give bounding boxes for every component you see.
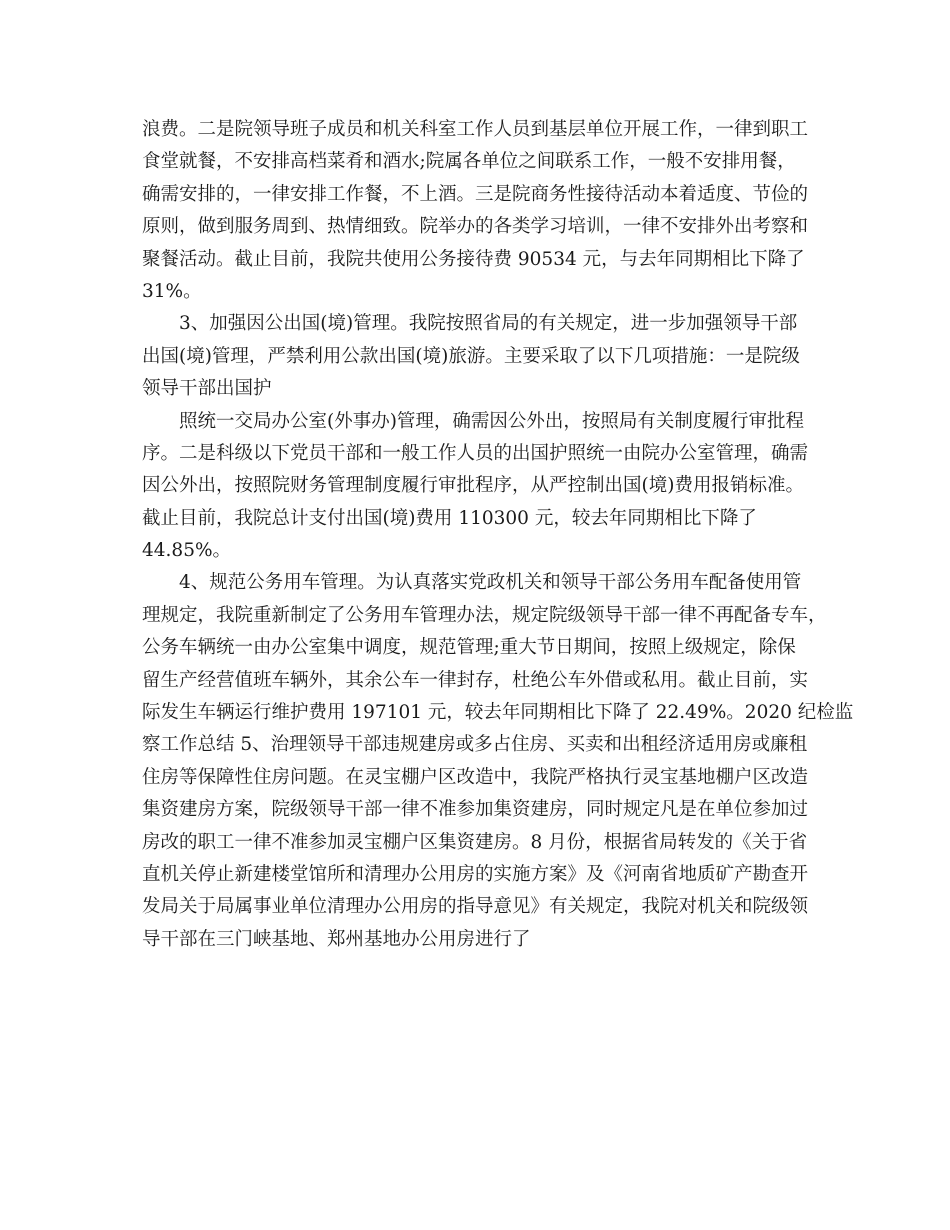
- text-line: 住房等保障性住房问题。在灵宝棚户区改造中，我院严格执行灵宝基地棚户区改造: [142, 766, 809, 788]
- text-line: 31%。: [142, 280, 202, 302]
- text-line: 照统一交局办公室(外事办)管理，确需因公外出，按照局有关制度履行审批程: [179, 410, 804, 432]
- text-line: 截止目前，我院总计支付出国(境)费用 110300 元，较去年同期相比下降了: [142, 507, 757, 529]
- text-line: 3、加强因公出国(境)管理。我院按照省局的有关规定，进一步加强领导干部: [179, 313, 798, 335]
- text-line: 留生产经营值班车辆外，其余公车一律封存，杜绝公车外借或私用。截止目前，实: [142, 669, 809, 691]
- text-line: 出国(境)管理，严禁利用公款出国(境)旅游。主要采取了以下几项措施：一是院级: [142, 345, 800, 367]
- text-line: 聚餐活动。截止目前，我院共使用公务接待费 90534 元，与去年同期相比下降了: [142, 248, 805, 270]
- text-line: 理规定，我院重新制定了公务用车管理办法，规定院级领导干部一律不再配备专车，: [142, 604, 827, 626]
- text-line: 食堂就餐，不安排高档菜肴和酒水;院属各单位之间联系工作，一般不安排用餐，: [142, 151, 796, 173]
- text-line: 4、规范公务用车管理。为认真落实党政机关和领导干部公务用车配备使用管: [179, 572, 802, 594]
- text-line: 领导干部出国护: [142, 378, 272, 400]
- text-line: 导干部在三门峡基地、郑州基地办公用房进行了: [142, 928, 531, 950]
- body-text: [142, 114, 854, 956]
- text-line: 44.85%。: [142, 540, 232, 562]
- text-line: 浪费。二是院领导班子成员和机关科室工作人员到基层单位开展工作，一律到职工: [142, 119, 809, 140]
- text-line: 原则，做到服务周到、热情细致。院举办的各类学习培训，一律不安排外出考察和: [142, 216, 809, 238]
- text-line: 际发生车辆运行维护费用 197101 元，较去年同期相比下降了 22.49%。2020 纪检监: [142, 702, 854, 724]
- text-line: 发局关于局属事业单位清理办公用房的指导意见》有关规定，我院对机关和院级领: [142, 896, 809, 918]
- text-line: 房改的职工一律不准参加灵宝棚户区集资建房。8 月份，根据省局转发的《关于省: [142, 831, 808, 853]
- text-line: 集资建房方案，院级领导干部一律不准参加集资建房，同时规定凡是在单位参加过: [142, 799, 809, 821]
- text-line: 直机关停止新建楼堂馆所和清理办公用房的实施方案》及《河南省地质矿产勘查开: [142, 863, 809, 885]
- text-line: 察工作总结 5、治理领导干部违规建房或多占住房、买卖和出租经济适用房或廉租: [142, 734, 808, 756]
- text-line: 公务车辆统一由办公室集中调度，规范管理;重大节日期间，按照上级规定，除保: [142, 637, 796, 659]
- text-line: 因公外出，按照院财务管理制度履行审批程序，从严控制出国(境)费用报销标准。: [142, 475, 804, 497]
- text-line: 序。二是科级以下党员干部和一般工作人员的出国护照统一由院办公室管理，确需: [142, 442, 809, 464]
- text-line: 确需安排的，一律安排工作餐，不上酒。三是院商务性接待活动本着适度、节俭的: [142, 183, 809, 205]
